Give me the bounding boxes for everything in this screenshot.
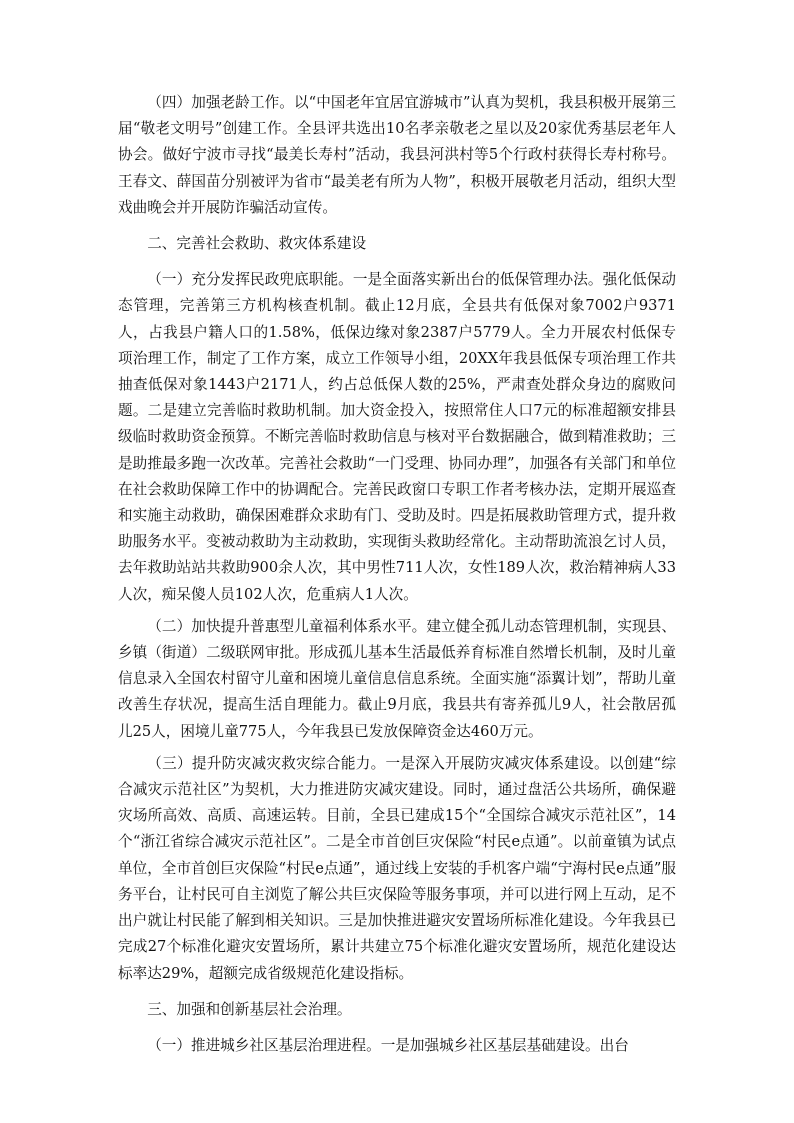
spacer — [118, 987, 676, 993]
paragraph-civil-affairs: （一）充分发挥民政兜底职能。一是全面落实新出台的低保管理办法。强化低保动态管理，完善第三方机构核查机制。截止12月底，全县共有低保对象7002户9371人，占我县户籍人口的1.58%，低保边缘对象2387户5779人。全力开展农村低保专项治理工作，制定了工作方案，成立工作领导小组，20XX年我县低保专项治理工作共抽查低保对象1443户2171人，约占总低保人数的25%，严肃查处群众身边的腐败问题。二是建立完善临时救助机制。加大资金投入，按照常住人口7元的标准超额安排县级临时救助资金预算。不断完善临时救助信息与核对平台数据融合，做到精准救助；三是助推最多跑一次改革。完善社会救助“一门受理、协同办理”，加强各有关部门和单位在社会救助保障工作中的协调配合。完善民政窗口专职工作者考核办法，定期开展巡查和实施主动救助，确保困难群众求助有门、受助及时。四是拓展救助管理方式，提升救助服务水平。变被动救助为主动救助，实现街头救助经常化。主动帮助流浪乞讨人员，去年救助站站共救助900余人次，其中男性711人次，女性189人次，救治精神病人33人次，痴呆傻人员102人次，危重病人1人次。 — [118, 271, 676, 603]
paragraph-child-welfare: （二）加快提升普惠型儿童福利体系水平。建立健全孤儿动态管理机制，实现县、乡镇（街道）二级联网审批。形成孤儿基本生活最低养育标准自然增长机制，及时儿童信息录入全国农村留守儿童和困境儿童信息信息系统。全面实施“添翼计划”，帮助儿童改善生存状况，提高生活自理能力。截止9月底，我县共有寄养孤儿9人，社会散居孤儿25人，困境儿童775人，今年我县已发放保障资金达460万元。 — [118, 617, 676, 740]
section-heading-grassroots-governance: 三、加强和创新基层社会治理。 — [147, 1000, 352, 1018]
document-page — [118, 90, 676, 1059]
section-heading-social-assistance: 二、完善社会救助、救灾体系建设 — [147, 235, 367, 253]
spacer — [118, 221, 676, 227]
paragraph-community-governance: （一）推进城乡社区基层治理进程。一是加强城乡社区基层基础建设。出台 — [147, 1036, 629, 1054]
paragraph-elderly-work: （四）加强老龄工作。以“中国老年宜居宜游城市”认真为契机，我县积极开展第三届“敬老文明号”创建工作。全县评共选出10名孝亲敬老之星以及20家优秀基层老年人协会。做好宁波市寻找“最美长寿村”活动，我县河洪村等5个行政村获得长寿村称号。王春文、薛国苗分别被评为省市“最美老有所为人物”，积极开展敬老月活动，组织大型戏曲晚会并开展防诈骗活动宣传。 — [118, 94, 676, 216]
paragraph-disaster-relief: （三）提升防灾减灾救灾综合能力。一是深入开展防灾减灾体系建设。以创建“综合减灾示范社区”为契机，大力推进防灾减灾建设。同时，通过盘活公共场所，确保避灾场所高效、高质、高速运转。目前，全县已建成15个“全国综合减灾示范社区”，14个“浙江省综合减灾示范社区”。二是全市首创巨灾保险“村民e点通”。以前童镇为试点单位，全市首创巨灾保险“村民e点通”，通过线上安装的手机客户端“宁海村民e点通”服务平台，让村民可自主浏览了解公共巨灾保险等服务事项，并可以进行网上互动，足不出户就让村民能了解到相关知识。三是加快推进避灾安置场所标准化建设。今年我县已完成27个标准化避灾安置场所，累计共建立75个标准化避灾安置场所，规范化建设达标率达29%，超额完成省级规范化建设指标。 — [118, 754, 676, 982]
